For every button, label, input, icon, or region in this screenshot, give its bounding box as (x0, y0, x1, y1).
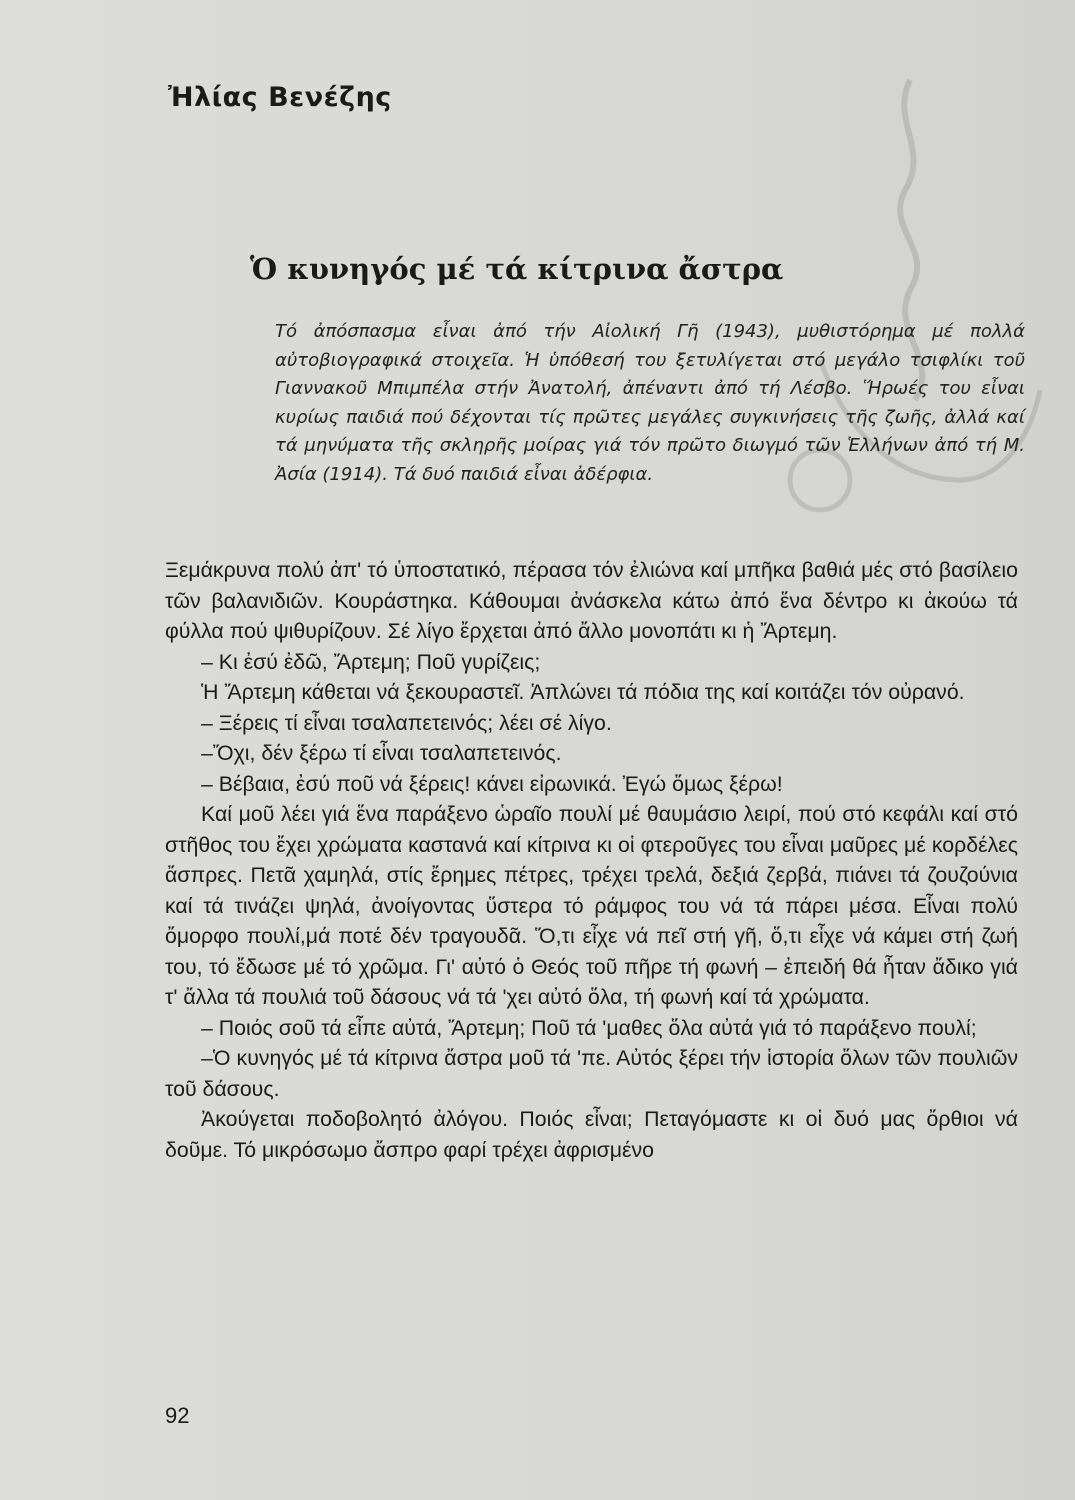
paragraph: Καί μοῦ λέει γιά ἕνα παράξενο ὡραῖο πουλί μέ θαυμάσιο λειρί, πού στό κεφάλι καί στό στῆθος του ἔχει χρώματα καστανά καί κίτρινα κι οἱ φτεροῦγες του εἶναι μαῦρες μέ κορδέλες ἄσπρες. Πετᾶ χαμηλά, στίς ἔρημες πέτρες, τρέχει τρελά, δεξιά ζερβά, πιάνει τά ζουζούνια καί τά τινάζει ψηλά, ἀνοίγοντας ὕστερα τό ράμφος του νά τά πάρει μέσα. Εἶναι πολύ ὄμορφο πουλί,μά ποτέ δέν τραγουδᾶ. Ὅ,τι εἶχε νά πεῖ στή γῆ, ὅ,τι εἶχε νά κάμει στή ζωή του, τό ἔδωσε μέ τό χρῶμα. Γι' αὐτό ὁ Θεός τοῦ πῆρε τή φωνή – ἐπειδή θά ἦταν ἄδικο γιά τ' ἄλλα τά πουλιά τοῦ δάσους νά τά 'χει αὐτό ὅλα, τή φωνή καί τά χρώματα. (165, 802, 1018, 1009)
page-number: 92 (165, 1403, 190, 1428)
paragraph: Ἀκούγεται ποδοβολητό ἀλόγου. Ποιός εἶναι; Πεταγόμαστε κι οἱ δυό μας ὄρθιοι νά δοῦμε. Τό μικρόσωμο ἄσπρο φαρί τρέχει ἀφρισμένο (165, 1107, 1018, 1162)
body-text (165, 555, 1018, 1165)
dialogue-line: – Κι ἐσύ ἐδῶ, Ἄρτεμη; Ποῦ γυρίζεις; (201, 649, 541, 674)
paragraph: Ἡ Ἄρτεμη κάθεται νά ξεκουραστεῖ. Ἁπλώνει τά πόδια της καί κοιτάζει τόν οὐρανό. (201, 680, 965, 704)
dialogue-line: – Βέβαια, ἐσύ ποῦ νά ξέρεις! κάνει εἰρωνικά. Ἐγώ ὅμως ξέρω! (201, 771, 783, 796)
intro-note: Τό ἀπόσπασμα εἶναι ἀπό τήν Αἰολική Γῆ (1943), μυθιστόρημα μέ πολλά αὐτοβιογραφικά στοιχεῖα. Ἡ ὑπόθεσή του ξετυλίγεται στό μεγάλο τσιφλίκι τοῦ Γιαννακοῦ Μπιμπέλα στήν Ἀνατολή, ἀπέναντι ἀπό τή Λέσβο. Ἥρωές του εἶναι κυρίως παιδιά πού δέχονται τίς πρῶτες μεγάλες συγκινήσεις τῆς ζωῆς, ἀλλά καί τά μηνύματα τῆς σκληρῆς μοίρας γιά τόν πρῶτο διωγμό τῶν Ἑλλήνων ἀπό τή Μ. Ἀσία (1914). Τά δυό παιδιά εἶναι ἀδέρφια. (275, 321, 1025, 485)
dialogue-line: –Ὄχι, δέν ξέρω τί εἶναι τσαλαπετεινός. (201, 741, 562, 765)
dialogue-line: – Ποιός σοῦ τά εἶπε αὐτά, Ἄρτεμη; Ποῦ τά 'μαθες ὅλα αὐτά γιά τό παράξενο πουλί; (201, 1015, 977, 1040)
chapter-title: Ὁ κυνηγός μέ τά κίτρινα ἄστρα (250, 252, 784, 286)
dialogue-line: – Ξέρεις τί εἶναι τσαλαπετεινός; λέει σέ λίγο. (201, 710, 612, 735)
author-name: Ἠλίας Βενέζης (168, 82, 392, 113)
dialogue-line: –Ὁ κυνηγός μέ τά κίτρινα ἄστρα μοῦ τά 'πε. Αὐτός ξέρει τήν ἱστορία ὅλων τῶν πουλιῶν τοῦ δάσους. (165, 1046, 1018, 1101)
paragraph: Ξεμάκρυνα πολύ ἀπ' τό ὑποστατικό, πέρασα τόν ἐλιώνα καί μπῆκα βαθιά μές στό βασίλειο τῶν βαλανιδιῶν. Κουράστηκα. Κάθουμαι ἀνάσκελα κάτω ἀπό ἕνα δέντρο κι ἀκούω τά φύλλα πού ψιθυρίζουν. Σέ λίγο ἔρχεται ἀπό ἄλλο μονοπάτι κι ἡ Ἄρτεμη. (165, 558, 1018, 643)
